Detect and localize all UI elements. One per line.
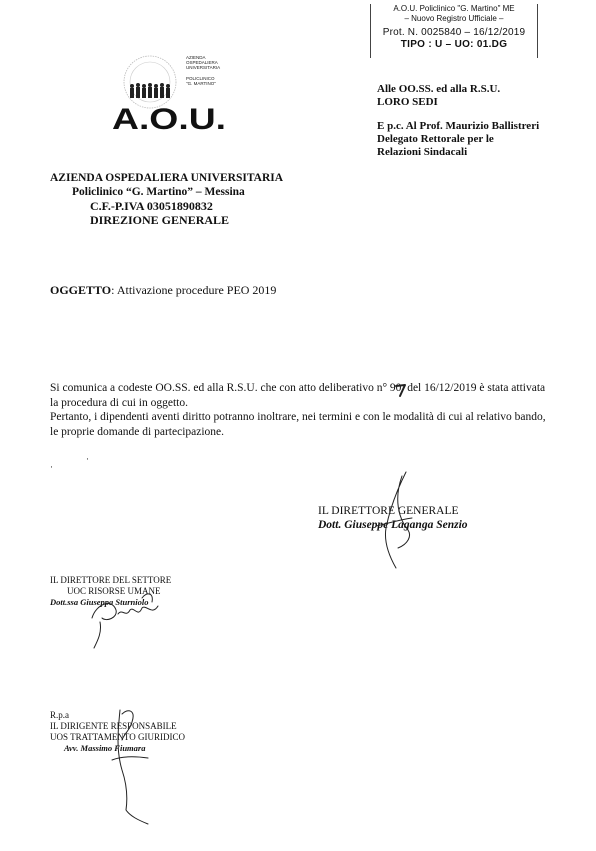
- body-p1-end: del 16/12/2019 è stata attivata la procedura di cui in oggetto.: [50, 382, 546, 409]
- org-tax-id: C.F.-P.IVA 03051890832: [90, 199, 213, 213]
- responsible-officer-signature: [108, 700, 168, 830]
- cc-line-2: Delegato Rettorale per le: [377, 133, 494, 145]
- rpa-name: Avv. Massimo Fiumara: [64, 743, 146, 753]
- protocol-stamp: [370, 4, 538, 58]
- body-paragraph-1: [50, 381, 550, 410]
- rpa-unit: UOS TRATTAMENTO GIURIDICO: [50, 732, 185, 742]
- hr-title: IL DIRETTORE DEL SETTORE: [50, 575, 172, 585]
- recipients-block: [377, 83, 500, 109]
- stamp-line-2: – Nuovo Registro Ufficiale –: [404, 14, 504, 23]
- cc-line-1: E p.c. Al Prof. Maurizio Ballistreri: [377, 120, 540, 132]
- handwritten-digit-mark: [395, 383, 407, 397]
- subject-text: : Attivazione procedure PEO 2019: [111, 283, 277, 297]
- director-signature: [368, 468, 418, 578]
- subject-line: [50, 283, 276, 298]
- hr-director-signature: [82, 588, 172, 650]
- rpa-title: IL DIRIGENTE RESPONSABILE: [50, 721, 177, 731]
- director-title: IL DIRETTORE GENERALE: [318, 505, 459, 517]
- recipients-line-1: Alle OO.SS. ed alla R.S.U.: [377, 83, 501, 95]
- director-name: Dott. Giuseppe Laganga Senzio: [318, 519, 468, 531]
- rpa-label: R.p.a: [50, 710, 69, 720]
- body-paragraph-2: Pertanto, i dipendenti aventi diritto potranno inoltrare, nei termini e con le modalità di cui al relativo bando, le proprie domande di partecipazione.: [50, 411, 546, 438]
- logo-line-2: OSPEDALIERA: [186, 60, 218, 65]
- body-p1-start: Si comunica a codeste OO.SS. ed alla R.S.U. che con atto deliberativo n° 90: [50, 382, 402, 394]
- stray-dot: ·: [86, 454, 89, 464]
- logo-caption: [186, 55, 220, 86]
- hr-unit: UOC RISORSE UMANE: [67, 586, 161, 596]
- recipients-line-2: LORO SEDI: [377, 96, 438, 108]
- org-department: DIREZIONE GENERALE: [90, 213, 230, 227]
- organization-header: [50, 171, 310, 227]
- logo-line-5: "G. MARTINO": [186, 81, 216, 86]
- logo-line-1: AZIENDA: [186, 55, 206, 60]
- stamp-protocol-number: Prot. N. 0025840 – 16/12/2019: [382, 27, 526, 38]
- stray-dot: ·: [50, 462, 53, 472]
- letter-body: [50, 381, 550, 439]
- hr-name: Dott.ssa Giuseppa Sturniolo: [50, 597, 149, 607]
- stamp-line-1: A.O.U. Policlinico "G. Martino" ME: [393, 4, 515, 13]
- cc-block: [377, 120, 539, 159]
- logo-line-4: POLICLINICO: [186, 76, 215, 81]
- subject-label: OGGETTO: [50, 283, 112, 297]
- org-hospital: Policlinico “G. Martino” – Messina: [72, 186, 245, 198]
- logo-line-3: UNIVERSITARIA: [186, 65, 221, 70]
- logo-monogram: A.O.U.: [112, 103, 226, 134]
- cc-line-3: Relazioni Sindacali: [377, 146, 468, 158]
- stamp-type: TIPO : U – UO: 01.DG: [400, 39, 508, 50]
- org-name: AZIENDA OSPEDALIERA UNIVERSITARIA: [50, 172, 284, 184]
